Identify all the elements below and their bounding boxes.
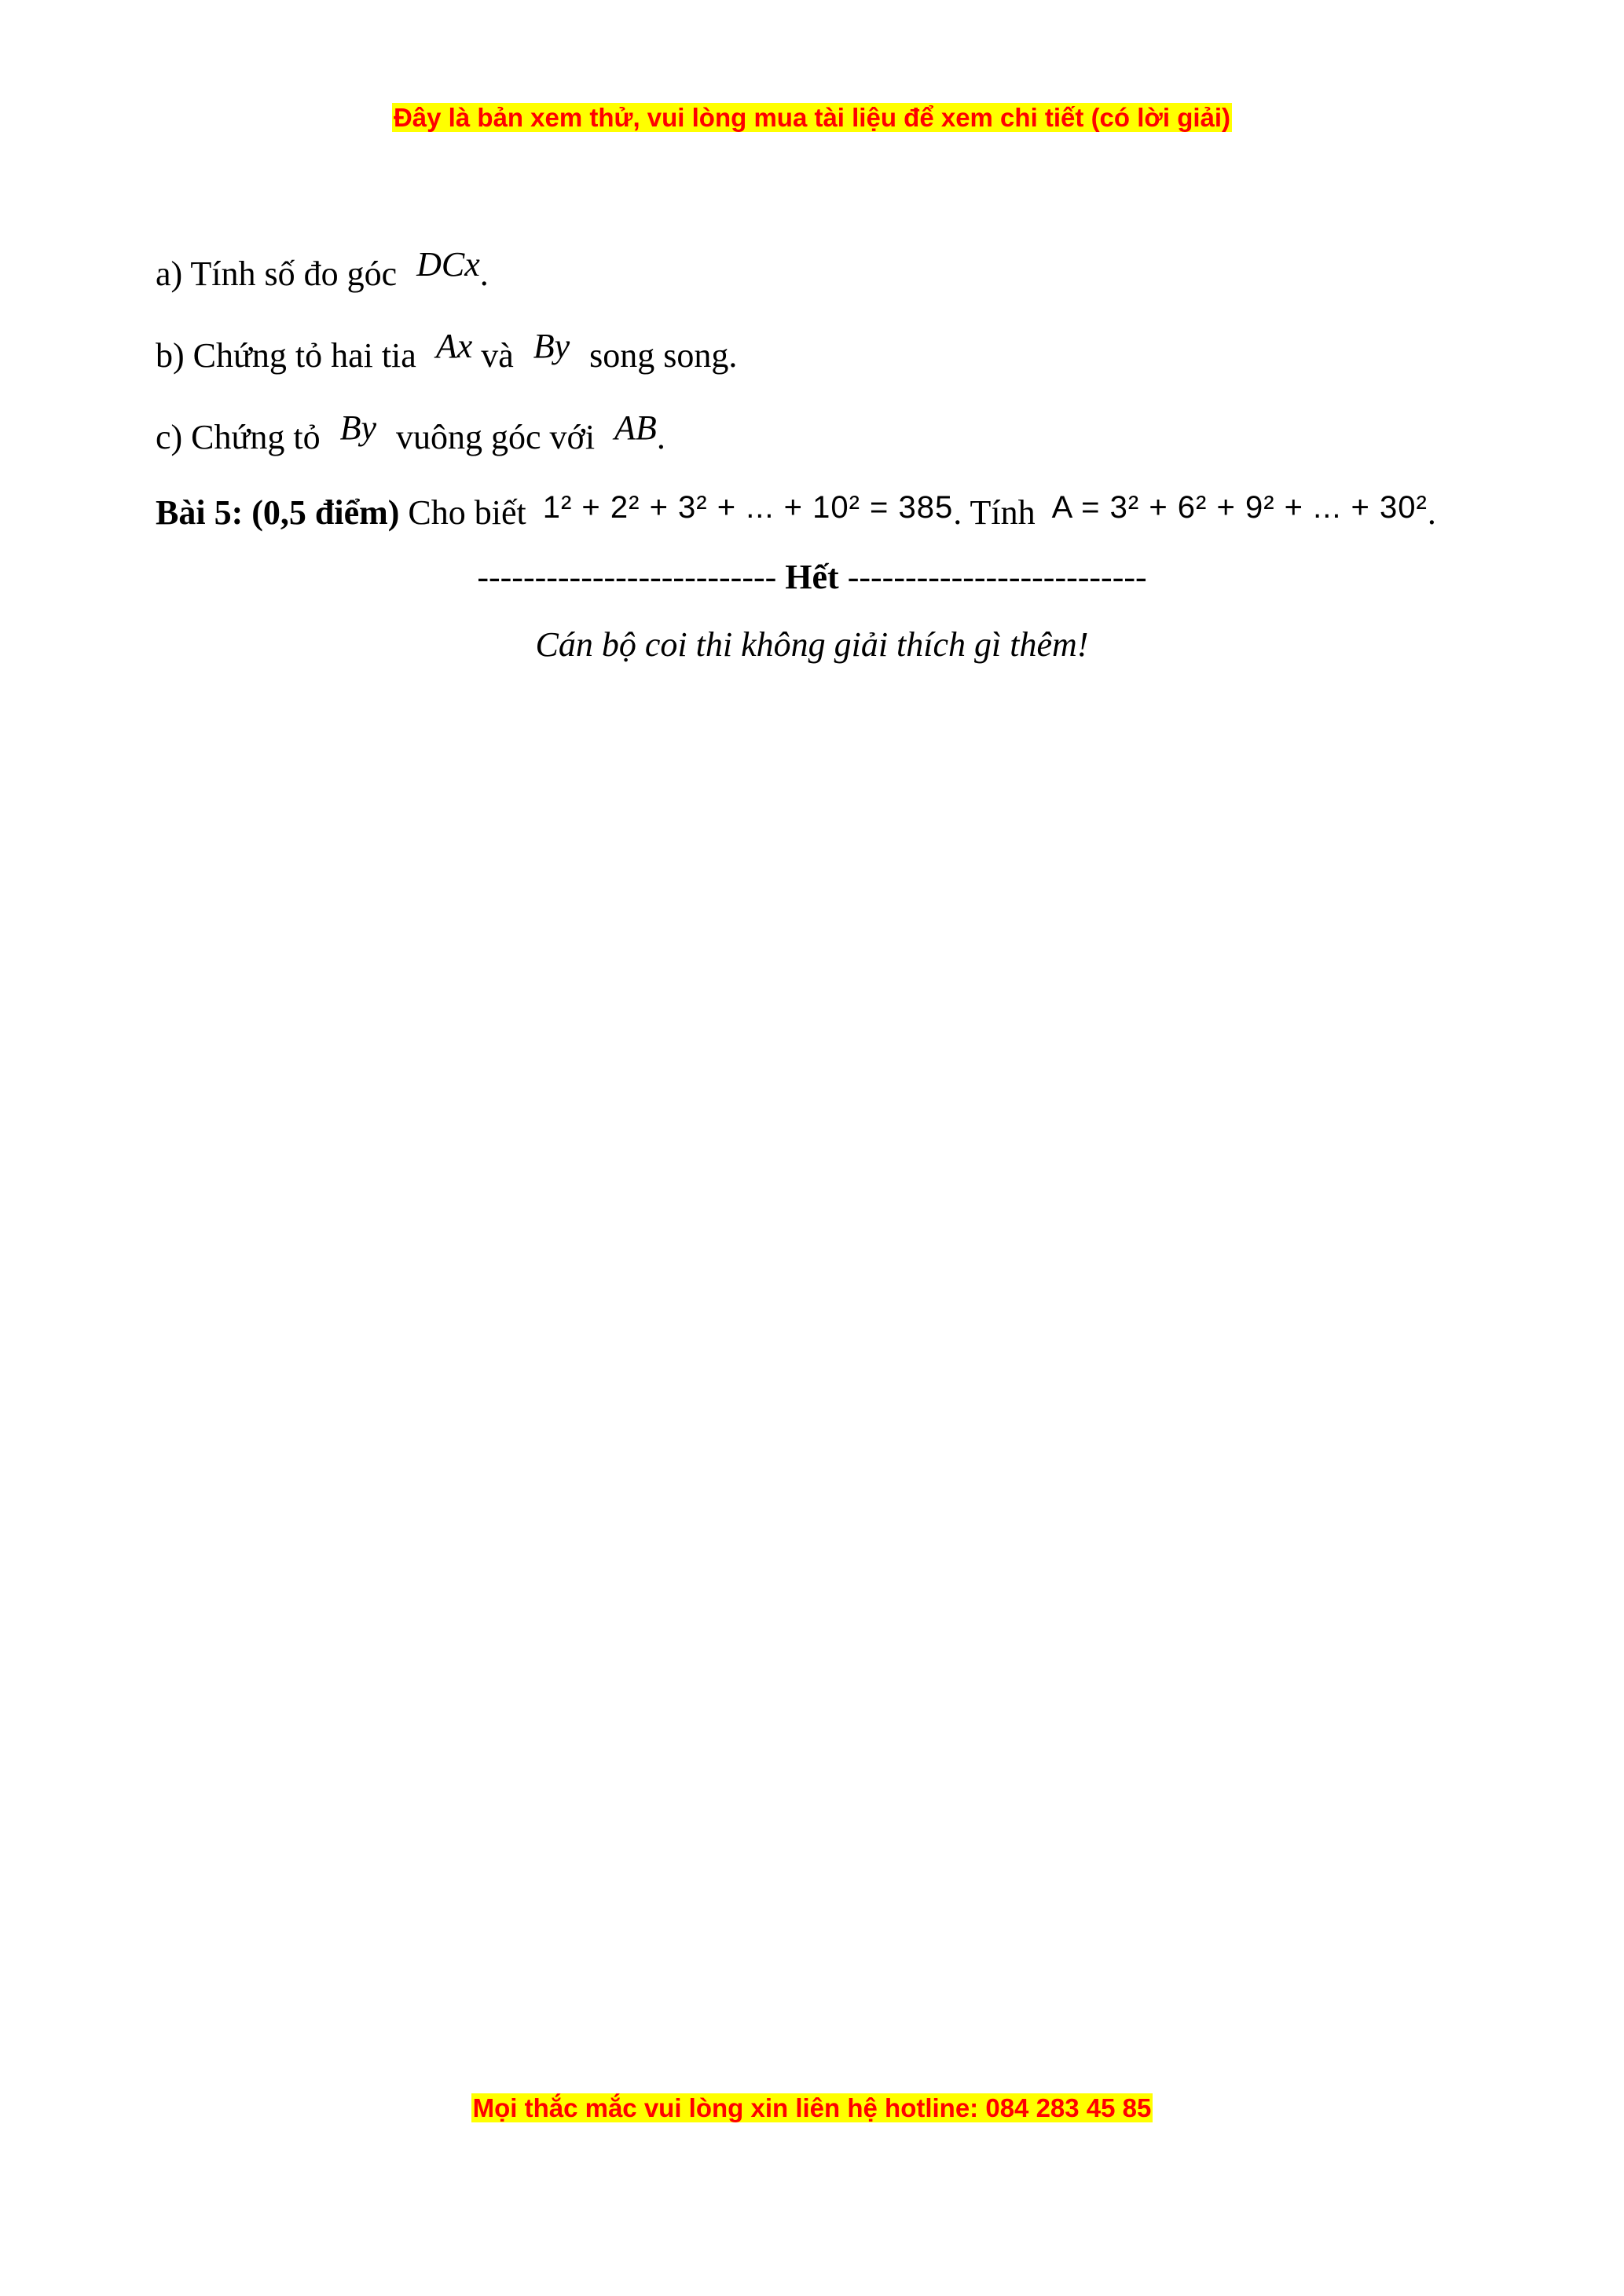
question-part-c <box>156 408 665 459</box>
part-b-text-1: b) Chứng tỏ hai tia <box>156 336 416 375</box>
preview-notice-banner <box>0 101 1624 135</box>
ray-by-symbol: By <box>533 327 570 365</box>
ray-by-symbol: By <box>339 408 377 447</box>
part-c-end: . <box>656 418 665 456</box>
segment-ab-symbol: AB <box>614 408 657 447</box>
angle-dcx-symbol: DCx <box>416 245 480 284</box>
end-divider <box>0 556 1624 599</box>
hotline-text: Mọi thắc mắc vui lòng xin liên hệ hotline: 084 283 45 85 <box>472 2093 1152 2122</box>
divider-left: -------------------------- <box>477 558 777 596</box>
divider-right: -------------------------- <box>847 558 1147 596</box>
ray-ax-symbol: Ax <box>435 327 473 365</box>
exercise-5-end: . <box>1427 493 1436 532</box>
hotline-banner <box>0 2091 1624 2126</box>
question-part-a <box>156 245 489 295</box>
exercise-5-text-1: Cho biết <box>408 493 526 532</box>
closing-note: Cán bộ coi thi không giải thích gì thêm! <box>535 625 1089 664</box>
target-sum-formula: A = 3² + 6² + 9² + ... + 30² <box>1051 490 1428 525</box>
part-a-text: a) Tính số đo góc <box>156 255 398 293</box>
part-c-text-2: vuông góc với <box>396 418 596 456</box>
end-label: Hết <box>785 558 839 596</box>
sum-of-squares-formula: 1² + 2² + 3² + ... + 10² = 385 <box>542 490 954 525</box>
exercise-5-text-2: . Tính <box>953 493 1036 532</box>
exercise-5-label: Bài 5: (0,5 điểm) <box>156 493 400 532</box>
exercise-5 <box>156 492 1436 535</box>
part-a-end: . <box>479 255 489 293</box>
question-part-b <box>156 327 738 377</box>
part-b-text-3: song song. <box>589 336 738 375</box>
preview-notice-text: Đây là bản xem thử, vui lòng mua tài liệu để xem chi tiết (có lời giải) <box>393 103 1231 132</box>
part-b-text-2: và <box>481 336 514 375</box>
part-c-text-1: c) Chứng tỏ <box>156 418 321 456</box>
